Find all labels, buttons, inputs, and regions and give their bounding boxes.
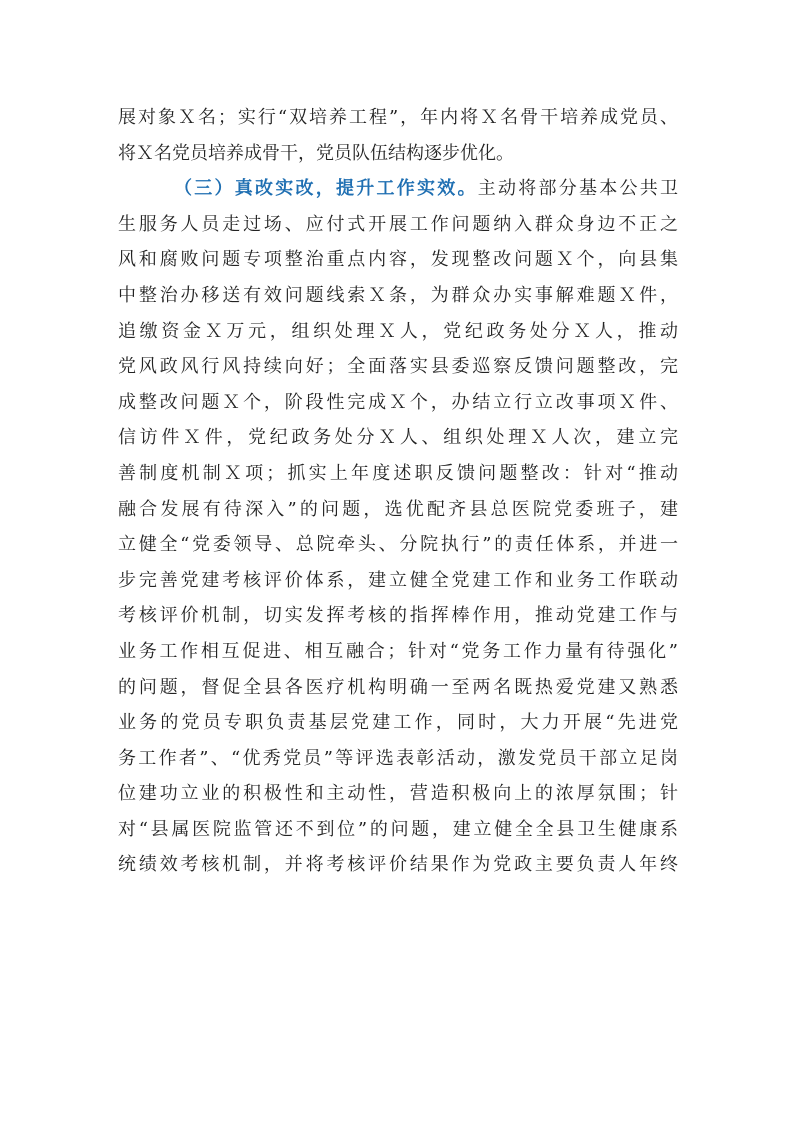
paragraph-line: 考核评价机制，切实发挥考核的指挥棒作用，推动党建工作与	[118, 605, 678, 627]
paragraph-line: 党风政风行风持续向好；全面落实县委巡察反馈问题整改，完	[118, 356, 678, 378]
document-body	[118, 100, 678, 883]
paragraph-line: 业务工作相互促进、相互融合；针对“党务工作力量有待强化”	[118, 640, 678, 662]
paragraph-line: 展对象Ｘ名；实行“双培养工程”，年内将Ｘ名骨干培养成党员、	[118, 107, 678, 128]
paragraph-line: 信访件Ｘ件，党纪政务处分Ｘ人、组织处理Ｘ人次，建立完	[118, 427, 678, 449]
paragraph-line: 步完善党建考核评价体系，建立健全党建工作和业务工作联动	[118, 569, 678, 591]
paragraph-line: 立健全“党委领导、总院牵头、分院执行”的责任体系，并进一	[118, 534, 678, 556]
section-heading: （三）真改实改，提升工作实效。	[174, 178, 478, 200]
paragraph-line: 将Ｘ名党员培养成骨干，党员队伍结构逐步优化。	[118, 142, 514, 164]
paragraph-line: 的问题，督促全县各医疗机构明确一至两名既热爱党建又熟悉	[118, 676, 678, 698]
paragraph-line: 统绩效考核机制，并将考核评价结果作为党政主要负责人年终	[118, 854, 678, 876]
paragraph-line: 风和腐败问题专项整治重点内容，发现整改问题Ｘ个，向县集	[118, 249, 678, 271]
paragraph-line: 对“县属医院监管还不到位”的问题，建立健全全县卫生健康系	[118, 818, 678, 840]
paragraph-line: 位建功立业的积极性和主动性，营造积极向上的浓厚氛围；针	[118, 783, 678, 805]
section-heading-line	[118, 171, 678, 207]
paragraph-line: 追缴资金Ｘ万元，组织处理Ｘ人，党纪政务处分Ｘ人，推动	[118, 320, 678, 342]
paragraph-text: 主动将部分基本公共卫	[477, 178, 678, 200]
paragraph-line: 业务的党员专职负责基层党建工作，同时，大力开展“先进党	[118, 712, 678, 734]
paragraph-line: 善制度机制Ｘ项；抓实上年度述职反馈问题整改：针对“推动	[118, 462, 678, 484]
paragraph-line: 生服务人员走过场、应付式开展工作问题纳入群众身边不正之	[118, 213, 678, 235]
paragraph-line: 中整治办移送有效问题线索Ｘ条，为群众办实事解难题Ｘ件，	[118, 284, 678, 306]
paragraph-line: 融合发展有待深入”的问题，选优配齐县总医院党委班子，建	[118, 498, 678, 520]
paragraph-line: 成整改问题Ｘ个，阶段性完成Ｘ个，办结立行立改事项Ｘ件、	[118, 391, 678, 413]
paragraph-line: 务工作者”、“优秀党员”等评选表彰活动，激发党员干部立足岗	[118, 747, 678, 769]
